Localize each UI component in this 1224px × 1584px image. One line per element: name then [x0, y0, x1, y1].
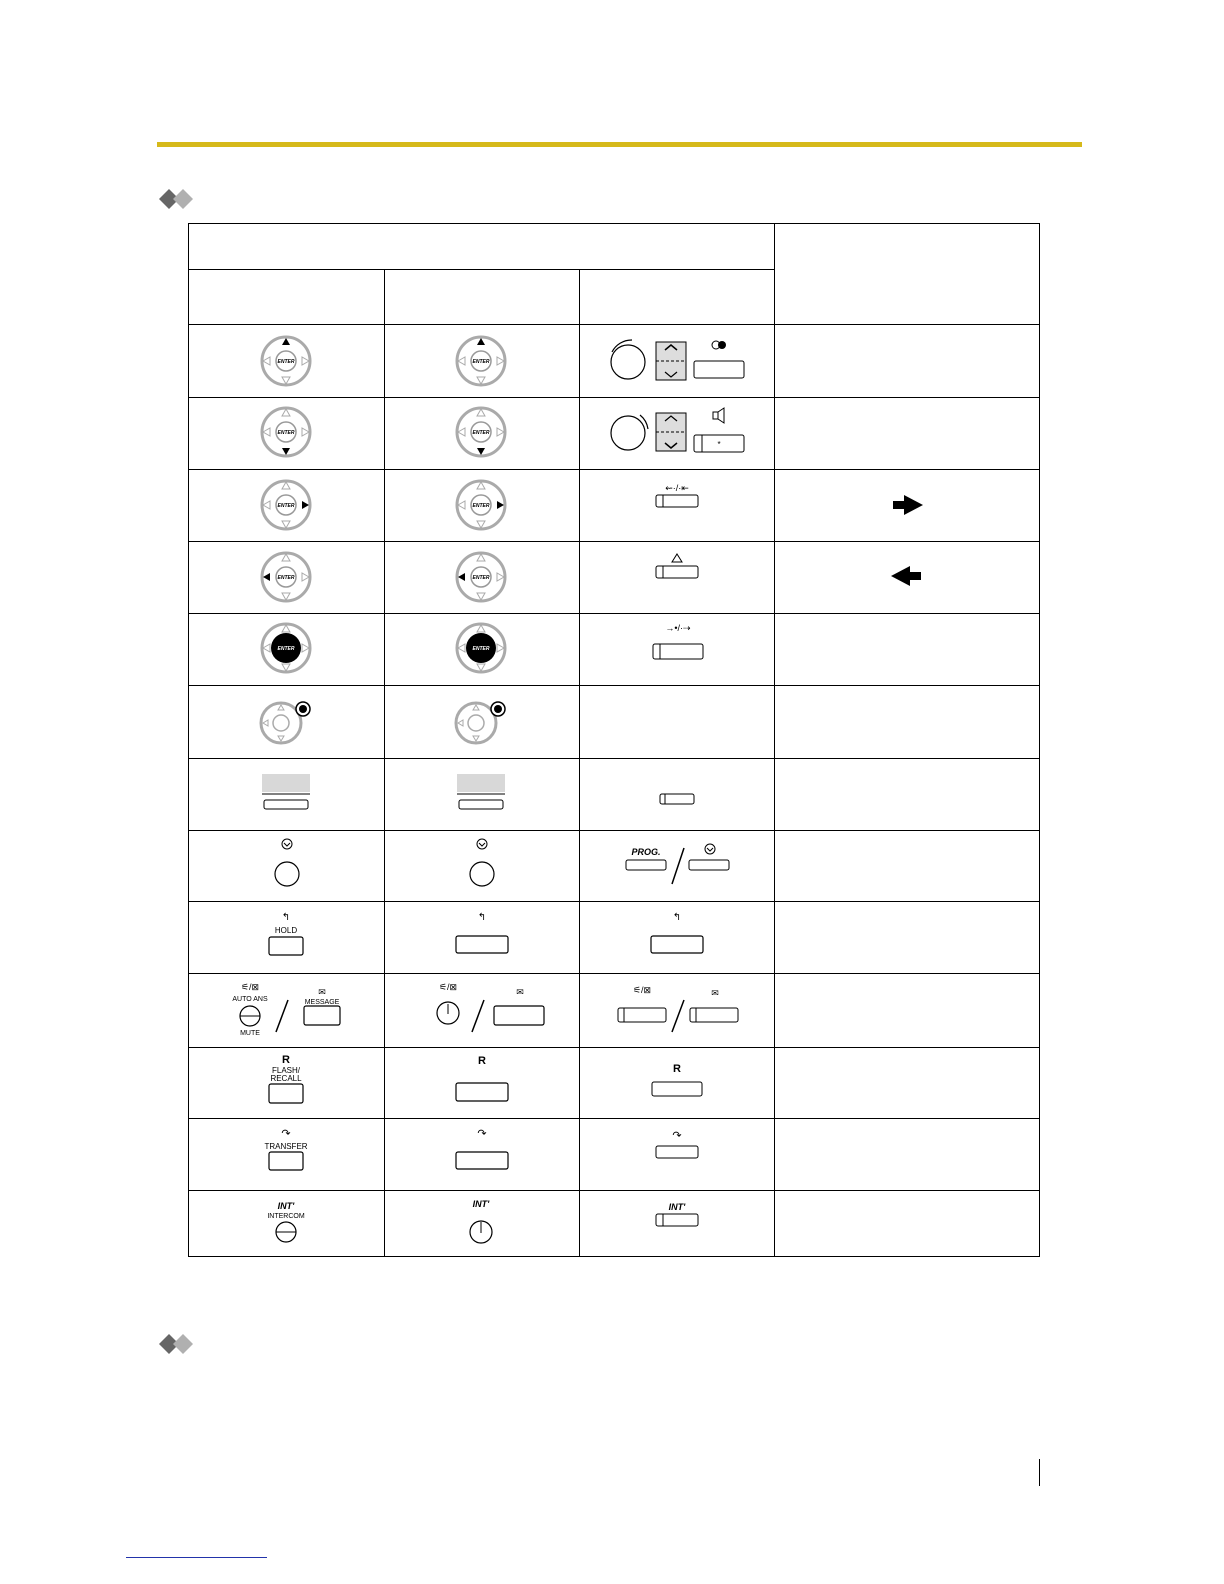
- hold-key-icon: [264, 910, 308, 958]
- svg-text:↷: ↷: [672, 1130, 682, 1142]
- svg-text:⚟/⊠: ⚟/⊠: [240, 982, 260, 992]
- svg-text:⚟/⊠: ⚟/⊠: [438, 982, 458, 992]
- navigator-corner-key-icon: [259, 699, 315, 747]
- auto-answer-message-key-icon: [228, 980, 348, 1038]
- navigator-left-icon: [259, 550, 313, 604]
- svg-text:PROG.: PROG.: [631, 847, 661, 857]
- transfer-key-icon: [652, 1128, 702, 1162]
- svg-text:*: *: [717, 440, 721, 449]
- auto-answer-message-key-icon: [612, 980, 742, 1038]
- svg-text:ENTER: ENTER: [277, 646, 295, 652]
- svg-text:ENTER: ENTER: [472, 646, 490, 652]
- jog-dial-down-key-icon: [606, 407, 750, 457]
- navigator-down-icon: [454, 405, 508, 459]
- program-round-key-icon: [270, 837, 304, 889]
- navigator-enter-icon: [454, 621, 508, 675]
- svg-text:ENTER: ENTER: [277, 359, 295, 365]
- auto-answer-message-key-icon: [428, 980, 548, 1038]
- svg-text:ENTER: ENTER: [472, 575, 490, 581]
- arrow-right-icon: [892, 494, 924, 516]
- small-key-icon: [658, 792, 696, 806]
- svg-text:FLASH/: FLASH/: [271, 1066, 301, 1075]
- svg-text:↷: ↷: [281, 1128, 291, 1140]
- recall-key-icon: [453, 1052, 511, 1104]
- svg-text:HOLD: HOLD: [274, 926, 298, 935]
- svg-text:MESSAGE: MESSAGE: [304, 999, 340, 1006]
- header-description: [775, 224, 1039, 324]
- footer-link-underline[interactable]: [126, 1557, 267, 1558]
- intercom-key-icon: [652, 1198, 702, 1232]
- svg-text:⇜·/·⇤: ⇜·/·⇤: [665, 483, 689, 493]
- header-col-2: [385, 270, 579, 324]
- svg-text:INTERCOM: INTERCOM: [267, 1213, 305, 1220]
- svg-text:⚟/⊠: ⚟/⊠: [632, 985, 652, 995]
- page-edge-rule: [1039, 1459, 1040, 1486]
- svg-text:R: R: [673, 1063, 681, 1075]
- navigator-left-icon: [454, 550, 508, 604]
- navigator-right-icon: [454, 478, 508, 532]
- header-col-1: [189, 270, 384, 324]
- svg-text:R: R: [282, 1054, 290, 1066]
- transfer-key-icon: [262, 1126, 310, 1174]
- svg-text:✉: ✉: [318, 987, 326, 997]
- svg-text:↰: ↰: [477, 912, 487, 923]
- svg-text:ENTER: ENTER: [472, 359, 490, 365]
- navigator-corner-key-icon: [454, 699, 510, 747]
- soft-key-icon: [456, 772, 506, 812]
- prog-key-icon: [622, 840, 732, 886]
- svg-text:ENTER: ENTER: [277, 430, 295, 436]
- svg-text:INT': INT': [668, 1202, 686, 1212]
- jog-dial-up-key-icon: [606, 336, 750, 386]
- intercom-key-icon: [262, 1198, 310, 1246]
- transfer-key-icon: [453, 1126, 511, 1174]
- svg-text:ENTER: ENTER: [472, 430, 490, 436]
- navigator-down-icon: [259, 405, 313, 459]
- header-accent-rule: [157, 142, 1082, 147]
- soft-key-icon: [261, 772, 311, 812]
- section-diamond-icon: [158, 188, 194, 210]
- program-round-key-icon: [465, 837, 499, 889]
- hold-key-icon: [648, 910, 706, 956]
- svg-text:RECALL: RECALL: [270, 1074, 302, 1083]
- recall-key-icon: [648, 1058, 706, 1100]
- triangle-key-icon: [652, 552, 702, 580]
- section-diamond-icon: [158, 1333, 194, 1355]
- navigator-up-icon: [454, 334, 508, 388]
- navigator-enter-icon: [259, 621, 313, 675]
- svg-text:ENTER: ENTER: [277, 575, 295, 581]
- svg-text:→•/·⇢: →•/·⇢: [665, 623, 691, 633]
- svg-text:MUTE: MUTE: [240, 1030, 260, 1037]
- svg-text:↷: ↷: [477, 1128, 487, 1140]
- header-col-3: [580, 270, 774, 324]
- svg-text:✉: ✉: [711, 988, 719, 998]
- navigator-up-icon: [259, 334, 313, 388]
- svg-text:INT': INT': [472, 1199, 490, 1209]
- navigator-right-icon: [259, 478, 313, 532]
- svg-text:INT': INT': [277, 1201, 295, 1211]
- svg-text:↰: ↰: [672, 912, 682, 923]
- forward-key-icon: [651, 621, 705, 661]
- svg-text:TRANSFER: TRANSFER: [264, 1142, 308, 1151]
- hold-key-icon: [453, 910, 511, 956]
- redial-key-icon: [652, 482, 702, 510]
- recall-key-icon: [264, 1052, 308, 1106]
- svg-text:✉: ✉: [516, 987, 524, 997]
- svg-text:ENTER: ENTER: [277, 503, 295, 509]
- svg-text:↰: ↰: [281, 912, 291, 923]
- svg-text:ENTER: ENTER: [472, 503, 490, 509]
- intercom-key-icon: [461, 1195, 501, 1247]
- arrow-left-icon: [890, 565, 922, 587]
- svg-text:R: R: [478, 1055, 486, 1067]
- svg-text:AUTO ANS: AUTO ANS: [232, 996, 268, 1003]
- header-phone-types: [189, 224, 774, 269]
